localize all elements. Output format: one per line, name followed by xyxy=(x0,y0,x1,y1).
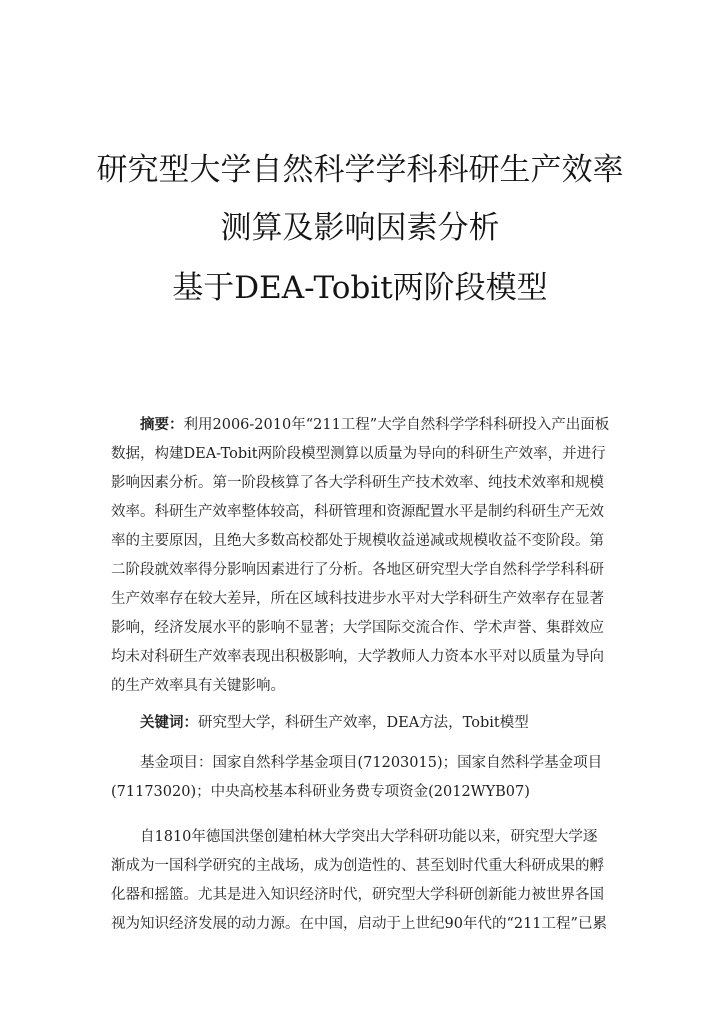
keywords-section xyxy=(111,708,611,738)
keywords-text: 研究型大学，科研生产效率，DEA方法，Tobit模型 xyxy=(198,715,529,731)
paper-title-line-1: 研究型大学自然科学学科科研生产效率 xyxy=(96,152,624,188)
paper-subtitle: 基于DEA-Tobit两阶段模型 xyxy=(172,270,548,306)
funding-section xyxy=(111,749,611,807)
keywords-paragraph xyxy=(111,708,611,738)
keywords-label: 关键词： xyxy=(140,714,198,731)
abstract-label: 摘要： xyxy=(140,416,184,433)
abstract-paragraph xyxy=(111,410,611,701)
intro-section xyxy=(111,823,611,939)
abstract-text: 利用2006-2010年“211工程”大学自然科学学科科研投入产出面板数据，构建DEA-Tobit两阶段模型测算以质量为导向的科研生产效率，并进行影响因素分析。第一阶段核算了各大学科研生产技术效率、纯技术效率和规模效率。科研生产效率整体较高，科研管理和资源配置水平是制约科研生产无效率的主要原因，且绝大多数高校都处于规模收益递减或规模收益不变阶段。第二阶段就效率得分影响因素进行了分析。各地区研究型大学自然科学学科科研生产效率存在较大差异，所在区域科技进步水平对大学科研生产效率存在显著影响，经济发展水平的影响不显著；大学国际交流合作、学术声誉、集群效应均未对科研生产效率表现出积极影响，大学教师人力资本水平对以质量为导向的生产效率具有关键影响。 xyxy=(111,417,610,694)
paper-title-line-2: 测算及影响因素分析 xyxy=(220,210,500,246)
abstract-section xyxy=(111,410,611,701)
intro-paragraph: 自1810年德国洪堡创建柏林大学突出大学科研功能以来，研究型大学逐渐成为一国科学研究的主战场，成为创造性的、甚至划时代重大科研成果的孵化器和摇篮。尤其是进入知识经济时代，研究型大学科研创新能力被世界各国视为知识经济发展的动力源。在中国，启动于上世纪90年代的“211工程”已累 xyxy=(111,829,607,932)
funding-text: 基金项目：国家自然科学基金项目(71203015)；国家自然科学基金项目(71173020)；中央高校基本科研业务费专项资金(2012WYB07) xyxy=(111,755,603,800)
